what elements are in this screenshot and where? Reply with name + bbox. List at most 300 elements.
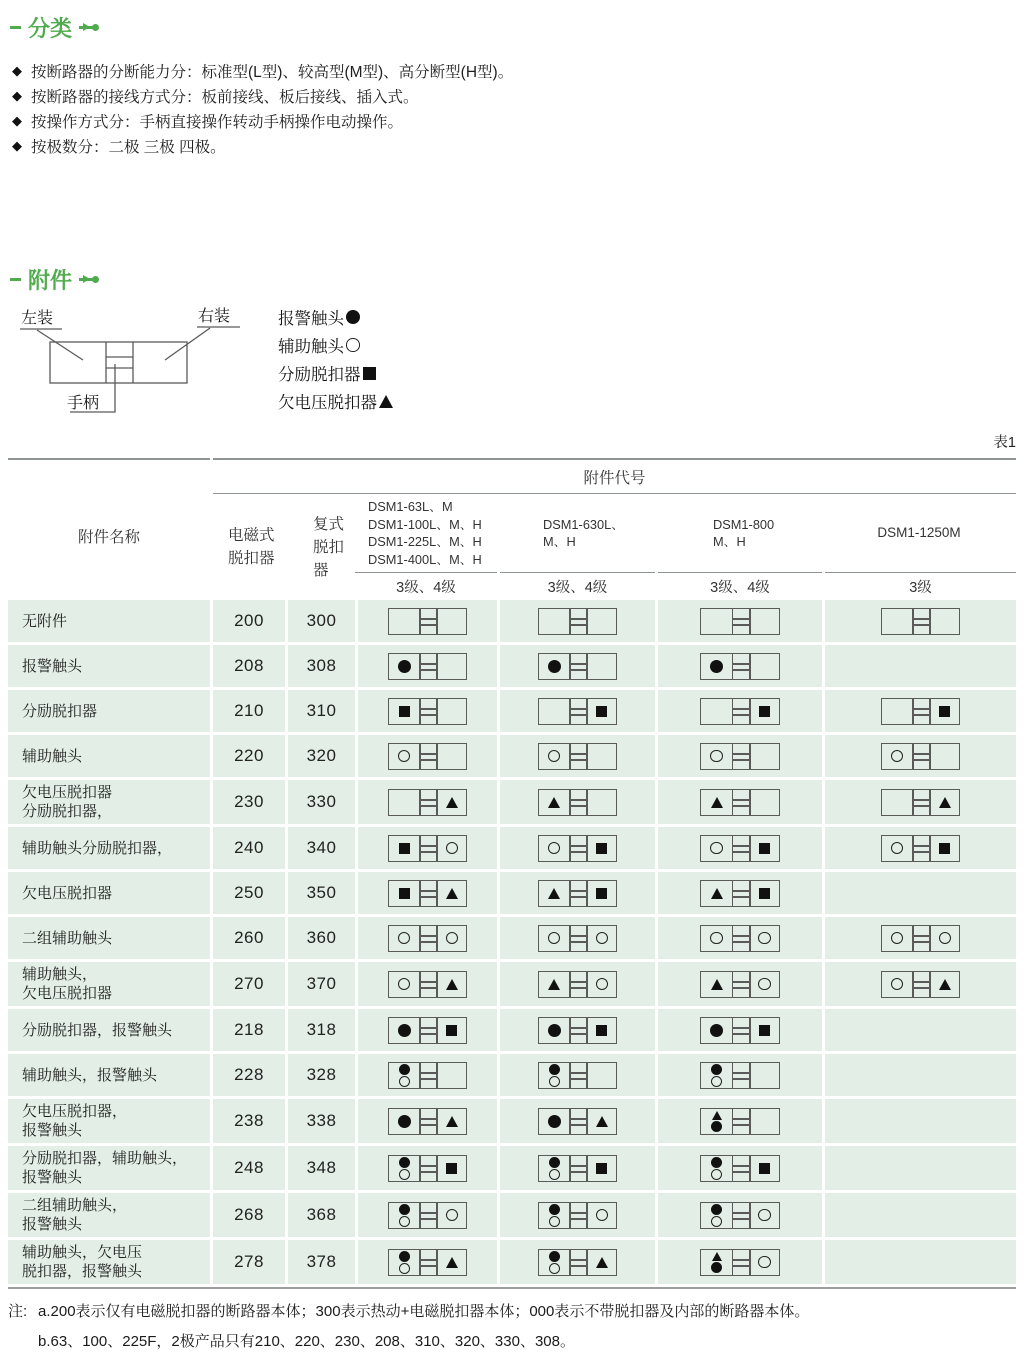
diagram-cell xyxy=(355,600,497,642)
label-handle: 手柄 xyxy=(67,395,100,412)
diagram-cell xyxy=(355,1009,497,1051)
magnetic-code-cell: 240 xyxy=(210,827,285,869)
magnetic-code-cell: 208 xyxy=(210,645,285,687)
aux-contact-icon xyxy=(596,978,609,991)
diagram-cell xyxy=(655,645,822,687)
undervoltage-release-icon xyxy=(446,888,458,899)
aux-contact-icon xyxy=(398,750,411,763)
diagram-cell xyxy=(497,1193,655,1237)
accessory-name-cell: 分励脱扣器，报警触头 xyxy=(8,1009,210,1051)
aux-contact-icon xyxy=(549,1076,560,1087)
aux-contact-icon xyxy=(758,1209,771,1222)
column-subheader-poles: 3级 xyxy=(825,572,1016,600)
table-row xyxy=(8,1054,1016,1096)
diagram-cell xyxy=(355,962,497,1006)
table-row xyxy=(8,1009,1016,1051)
legend-item xyxy=(278,331,393,359)
diagram-cell xyxy=(497,1054,655,1096)
footnotes xyxy=(8,1297,1013,1357)
classification-text: 按断路器的分断能力分：标准型(L型)、较高型(M型)、高分断型(H型)。 xyxy=(31,63,514,81)
diagram-cell xyxy=(655,780,822,824)
accessory-name-cell: 辅助触头， 欠电压脱扣器 xyxy=(8,962,210,1006)
alarm-contact-icon xyxy=(399,1204,410,1215)
undervoltage-release-icon xyxy=(446,979,458,990)
undervoltage-release-icon xyxy=(446,797,458,808)
diagram-cell xyxy=(497,1240,655,1284)
compound-code-cell: 300 xyxy=(285,600,355,642)
diagram-cell xyxy=(822,1193,1016,1237)
aux-contact-icon xyxy=(596,932,609,945)
accessory-name-cell: 二组辅助触头， 报警触头 xyxy=(8,1193,210,1237)
breaker-diagram xyxy=(388,1155,468,1182)
table-row xyxy=(8,962,1016,1006)
undervoltage-release-icon xyxy=(712,1111,722,1120)
compound-code-cell: 348 xyxy=(285,1146,355,1190)
alarm-contact-icon xyxy=(399,1064,410,1075)
diagram-cell xyxy=(822,917,1016,959)
column-subheader-poles: 3级、4级 xyxy=(658,572,822,600)
undervoltage-release-icon xyxy=(379,395,393,408)
magnetic-code-cell: 268 xyxy=(210,1193,285,1237)
compound-code-cell: 360 xyxy=(285,917,355,959)
shunt-release-icon xyxy=(939,706,950,717)
breaker-diagram xyxy=(700,653,780,680)
accessory-name-cell: 欠电压脱扣器， 报警触头 xyxy=(8,1099,210,1143)
aux-contact-icon xyxy=(399,1076,410,1087)
aux-contact-icon xyxy=(398,978,411,991)
table-row xyxy=(8,827,1016,869)
alarm-contact-icon xyxy=(346,310,360,324)
table-row xyxy=(8,872,1016,914)
aux-contact-icon xyxy=(549,1169,560,1180)
diagram-cell xyxy=(822,1054,1016,1096)
aux-contact-icon xyxy=(711,1076,722,1087)
diagram-cell xyxy=(355,780,497,824)
accessory-name-cell: 欠电压脱扣器 xyxy=(8,872,210,914)
aux-contact-icon xyxy=(758,1256,771,1269)
diagram-cell xyxy=(822,690,1016,732)
magnetic-code-cell: 250 xyxy=(210,872,285,914)
alarm-contact-icon xyxy=(398,1024,411,1037)
aux-contact-icon xyxy=(346,338,360,352)
alarm-contact-icon xyxy=(399,1157,410,1168)
diagram-cell xyxy=(822,600,1016,642)
diamond-bullet-icon: ◆ xyxy=(12,137,22,153)
diagram-cell xyxy=(355,1193,497,1237)
column-subheader-poles: 3级、4级 xyxy=(355,572,497,600)
breaker-diagram xyxy=(388,925,468,952)
aux-contact-icon xyxy=(446,932,459,945)
breaker-diagram xyxy=(700,743,780,770)
label-left-mount: 左装 xyxy=(21,310,54,327)
accessory-name-cell: 报警触头 xyxy=(8,645,210,687)
breaker-diagram xyxy=(700,698,780,725)
aux-contact-icon xyxy=(710,842,723,855)
breaker-diagram xyxy=(388,1249,468,1276)
magnetic-code-cell: 248 xyxy=(210,1146,285,1190)
diagram-cell xyxy=(822,1009,1016,1051)
column-header-magnetic-release: 电磁式 脱扣器 xyxy=(228,527,275,567)
column-header-compound-release: 复式 脱扣 器 xyxy=(313,515,345,579)
classification-item xyxy=(12,58,513,83)
aux-contact-icon xyxy=(549,1263,560,1274)
breaker-diagram xyxy=(700,1202,780,1229)
diamond-bullet-icon: ◆ xyxy=(12,87,22,103)
classification-item xyxy=(12,133,513,158)
compound-code-cell: 330 xyxy=(285,780,355,824)
table-row xyxy=(8,780,1016,824)
aux-contact-icon xyxy=(399,1169,410,1180)
shunt-release-icon xyxy=(759,843,770,854)
aux-contact-icon xyxy=(891,978,904,991)
aux-contact-icon xyxy=(939,932,952,945)
diagram-cell xyxy=(355,1240,497,1284)
shunt-release-icon xyxy=(399,888,410,899)
alarm-contact-icon xyxy=(548,660,561,673)
breaker-diagram xyxy=(538,1155,618,1182)
alarm-contact-icon xyxy=(548,1024,561,1037)
section-title-text: 分类 xyxy=(28,16,73,41)
legend-label: 报警触头 xyxy=(278,310,344,328)
diagram-cell xyxy=(497,780,655,824)
breaker-diagram xyxy=(538,789,618,816)
breaker-diagram xyxy=(538,925,618,952)
footnote-line: 注: a.200表示仅有电磁脱扣器的断路器本体；300表示热动+电磁脱扣器本体；000表示不带脱扣器及内部的断路器本体。 xyxy=(8,1297,1013,1327)
breaker-diagram xyxy=(538,880,618,907)
classification-text: 按断路器的接线方式分：板前接线、板后接线、插入式。 xyxy=(31,88,419,106)
accessory-name-cell: 辅助触头 xyxy=(8,735,210,777)
aux-contact-icon xyxy=(710,932,723,945)
undervoltage-release-icon xyxy=(711,979,723,990)
shunt-release-icon xyxy=(759,706,770,717)
breaker-diagram xyxy=(538,653,618,680)
column-header-models-630: DSM1-630L、 M、H xyxy=(543,516,625,549)
breaker-diagram xyxy=(700,1155,780,1182)
aux-contact-icon xyxy=(891,842,904,855)
diagram-cell xyxy=(655,735,822,777)
alarm-contact-icon xyxy=(549,1157,560,1168)
diagram-cell xyxy=(497,600,655,642)
diagram-cell xyxy=(822,780,1016,824)
diagram-cell xyxy=(655,690,822,732)
aux-contact-icon xyxy=(398,932,411,945)
table-row xyxy=(8,1099,1016,1143)
table-row xyxy=(8,600,1016,642)
aux-contact-icon xyxy=(891,750,904,763)
breaker-diagram xyxy=(388,1202,468,1229)
column-header-accessory-code: 附件代号 xyxy=(213,460,1016,494)
diagram-cell xyxy=(355,690,497,732)
alarm-contact-icon xyxy=(711,1064,722,1075)
alarm-contact-icon xyxy=(399,1251,410,1262)
breaker-diagram xyxy=(881,608,961,635)
alarm-contact-icon xyxy=(711,1121,722,1132)
legend-item xyxy=(278,359,393,387)
diagram-cell xyxy=(497,645,655,687)
compound-code-cell: 310 xyxy=(285,690,355,732)
accessory-name-cell: 分励脱扣器 xyxy=(8,690,210,732)
undervoltage-release-icon xyxy=(711,888,723,899)
diagram-cell xyxy=(655,962,822,1006)
accessory-name-cell: 辅助触头，欠电压 脱扣器，报警触头 xyxy=(8,1240,210,1284)
accessory-name-cell: 欠电压脱扣器 分励脱扣器， xyxy=(8,780,210,824)
column-header-models-1250: DSM1-1250M xyxy=(877,525,961,541)
alarm-contact-icon xyxy=(548,1115,561,1128)
breaker-diagram xyxy=(700,971,780,998)
footnote-prefix: 注: xyxy=(8,1303,28,1320)
alarm-contact-icon xyxy=(711,1204,722,1215)
diagram-cell xyxy=(655,917,822,959)
diagram-cell xyxy=(822,1146,1016,1190)
diagram-cell xyxy=(655,827,822,869)
undervoltage-release-icon xyxy=(712,1252,722,1261)
breaker-diagram xyxy=(538,1202,618,1229)
classification-list xyxy=(12,58,513,158)
undervoltage-release-icon xyxy=(596,1257,608,1268)
breaker-diagram xyxy=(388,1062,468,1089)
shunt-release-icon xyxy=(596,888,607,899)
diagram-cell xyxy=(822,827,1016,869)
column-header-models-63-400: DSM1-63L、M DSM1-100L、M、H DSM1-225L、M、H DSM1-400L、M、H xyxy=(368,499,482,567)
aux-contact-icon xyxy=(758,978,771,991)
diagram-cell xyxy=(822,735,1016,777)
breaker-diagram xyxy=(700,1017,780,1044)
breaker-diagram xyxy=(700,1108,780,1135)
diagram-cell xyxy=(655,1193,822,1237)
table-number-tag: 表1 xyxy=(993,435,1016,451)
diagram-cell xyxy=(355,872,497,914)
diagram-cell xyxy=(355,1054,497,1096)
diagram-cell xyxy=(655,1009,822,1051)
alarm-contact-icon xyxy=(398,1115,411,1128)
accessory-name-cell: 二组辅助触头 xyxy=(8,917,210,959)
breaker-diagram xyxy=(388,1108,468,1135)
magnetic-code-cell: 220 xyxy=(210,735,285,777)
breaker-diagram xyxy=(388,743,468,770)
aux-contact-icon xyxy=(548,842,561,855)
aux-contact-icon xyxy=(596,1209,609,1222)
column-header-accessory-name: 附件名称 xyxy=(77,529,140,546)
diamond-bullet-icon: ◆ xyxy=(12,62,22,78)
table-row xyxy=(8,645,1016,687)
magnetic-code-cell: 210 xyxy=(210,690,285,732)
legend-label: 辅助触头 xyxy=(278,338,344,356)
title-arrow-icon xyxy=(79,24,99,31)
mounting-position-diagram xyxy=(12,298,272,423)
diagram-cell xyxy=(497,872,655,914)
table-row xyxy=(8,917,1016,959)
diagram-cell xyxy=(655,600,822,642)
breaker-diagram xyxy=(700,835,780,862)
shunt-release-icon xyxy=(596,706,607,717)
magnetic-code-cell: 230 xyxy=(210,780,285,824)
classification-text: 按操作方式分：手柄直接操作转动手柄操作电动操作。 xyxy=(31,113,404,131)
shunt-release-icon xyxy=(596,1025,607,1036)
breaker-diagram xyxy=(700,1249,780,1276)
diagram-cell xyxy=(822,1099,1016,1143)
aux-contact-icon xyxy=(549,1216,560,1227)
diagram-cell xyxy=(655,872,822,914)
aux-contact-icon xyxy=(710,750,723,763)
shunt-release-icon xyxy=(596,843,607,854)
table-body xyxy=(8,600,1016,1284)
alarm-contact-icon xyxy=(711,1157,722,1168)
table-row xyxy=(8,1193,1016,1237)
column-subheader-poles: 3级、4级 xyxy=(500,572,655,600)
undervoltage-release-icon xyxy=(446,1116,458,1127)
shunt-release-icon xyxy=(759,888,770,899)
compound-code-cell: 308 xyxy=(285,645,355,687)
diagram-cell xyxy=(497,690,655,732)
breaker-diagram xyxy=(388,789,468,816)
column-header-models-800: DSM1-800 M、H xyxy=(713,516,775,549)
compound-code-cell: 338 xyxy=(285,1099,355,1143)
accessory-code-table xyxy=(8,458,1016,1289)
footnote-line: b.63、100、225F，2极产品只有210、220、230、208、310、320、330、308。 xyxy=(38,1333,575,1350)
shunt-release-icon xyxy=(759,1025,770,1036)
shunt-release-icon xyxy=(399,706,410,717)
diagram-cell xyxy=(497,1146,655,1190)
table-row xyxy=(8,1146,1016,1190)
diagram-cell xyxy=(655,1054,822,1096)
section-title-text: 附件 xyxy=(28,268,73,293)
breaker-diagram xyxy=(538,698,618,725)
compound-code-cell: 340 xyxy=(285,827,355,869)
table-bottom-border xyxy=(8,1287,1016,1289)
alarm-contact-icon xyxy=(710,1024,723,1037)
breaker-diagram xyxy=(881,971,961,998)
aux-contact-icon xyxy=(548,750,561,763)
breaker-diagram xyxy=(388,880,468,907)
table-row xyxy=(8,690,1016,732)
diagram-cell xyxy=(822,962,1016,1006)
shunt-release-icon xyxy=(759,1163,770,1174)
diagram-cell xyxy=(655,1240,822,1284)
diagram-cell xyxy=(822,1240,1016,1284)
alarm-contact-icon xyxy=(711,1262,722,1273)
magnetic-code-cell: 270 xyxy=(210,962,285,1006)
table-header xyxy=(8,458,1016,600)
undervoltage-release-icon xyxy=(446,1257,458,1268)
diagram-cell xyxy=(355,1146,497,1190)
magnetic-code-cell: 200 xyxy=(210,600,285,642)
diagram-cell xyxy=(355,645,497,687)
aux-contact-icon xyxy=(399,1263,410,1274)
legend-item xyxy=(278,303,393,331)
shunt-release-icon xyxy=(596,1163,607,1174)
aux-contact-icon xyxy=(711,1169,722,1180)
aux-contact-icon xyxy=(711,1216,722,1227)
accessory-name-cell: 分励脱扣器，辅助触头， 报警触头 xyxy=(8,1146,210,1190)
legend-label: 欠电压脱扣器 xyxy=(278,394,377,412)
shunt-release-icon xyxy=(939,843,950,854)
label-right-mount: 右装 xyxy=(198,308,231,325)
breaker-diagram xyxy=(700,925,780,952)
diagram-cell xyxy=(822,872,1016,914)
alarm-contact-icon xyxy=(549,1064,560,1075)
accessory-name-cell: 无附件 xyxy=(8,600,210,642)
breaker-diagram xyxy=(388,698,468,725)
alarm-contact-icon xyxy=(710,660,723,673)
undervoltage-release-icon xyxy=(939,797,951,808)
diagram-cell xyxy=(355,735,497,777)
compound-code-cell: 328 xyxy=(285,1054,355,1096)
title-dash-icon xyxy=(10,26,21,29)
diagram-cell xyxy=(355,917,497,959)
symbol-legend xyxy=(278,303,393,415)
magnetic-code-cell: 278 xyxy=(210,1240,285,1284)
breaker-diagram xyxy=(881,743,961,770)
classification-text: 按极数分：二极 三极 四极。 xyxy=(31,138,226,156)
accessory-name-cell: 辅助触头，报警触头 xyxy=(8,1054,210,1096)
title-dash-icon xyxy=(10,278,21,281)
diamond-bullet-icon: ◆ xyxy=(12,112,22,128)
table-row xyxy=(8,1240,1016,1284)
undervoltage-release-icon xyxy=(711,797,723,808)
diagram-cell xyxy=(497,1099,655,1143)
breaker-diagram xyxy=(538,743,618,770)
breaker-diagram xyxy=(538,835,618,862)
breaker-diagram xyxy=(538,1249,618,1276)
breaker-diagram xyxy=(388,1017,468,1044)
breaker-diagram xyxy=(388,608,468,635)
breaker-diagram xyxy=(700,789,780,816)
breaker-diagram xyxy=(538,971,618,998)
diagram-cell xyxy=(497,735,655,777)
compound-code-cell: 350 xyxy=(285,872,355,914)
section-title-classification xyxy=(10,12,99,43)
compound-code-cell: 378 xyxy=(285,1240,355,1284)
alarm-contact-icon xyxy=(398,660,411,673)
shunt-release-icon xyxy=(363,367,376,380)
diagram-cell xyxy=(497,1009,655,1051)
shunt-release-icon xyxy=(399,843,410,854)
breaker-diagram xyxy=(538,1062,618,1089)
compound-code-cell: 370 xyxy=(285,962,355,1006)
legend-label: 分励脱扣器 xyxy=(278,366,361,384)
classification-item xyxy=(12,108,513,133)
breaker-diagram xyxy=(388,835,468,862)
breaker-diagram xyxy=(538,1017,618,1044)
undervoltage-release-icon xyxy=(939,979,951,990)
undervoltage-release-icon xyxy=(548,797,560,808)
breaker-diagram xyxy=(700,1062,780,1089)
undervoltage-release-icon xyxy=(548,979,560,990)
breaker-diagram xyxy=(700,608,780,635)
diagram-cell xyxy=(655,1099,822,1143)
aux-contact-icon xyxy=(548,932,561,945)
undervoltage-release-icon xyxy=(596,1116,608,1127)
aux-contact-icon xyxy=(446,842,459,855)
breaker-diagram xyxy=(538,608,618,635)
diagram-cell xyxy=(497,917,655,959)
shunt-release-icon xyxy=(446,1025,457,1036)
breaker-diagram xyxy=(881,925,961,952)
classification-item xyxy=(12,83,513,108)
undervoltage-release-icon xyxy=(548,888,560,899)
section-title-accessory xyxy=(10,264,99,295)
diagram-cell xyxy=(497,827,655,869)
breaker-diagram xyxy=(700,880,780,907)
breaker-diagram xyxy=(388,653,468,680)
diagram-cell xyxy=(355,827,497,869)
breaker-diagram xyxy=(881,698,961,725)
title-arrow-icon xyxy=(79,276,99,283)
breaker-diagram xyxy=(881,835,961,862)
compound-code-cell: 368 xyxy=(285,1193,355,1237)
compound-code-cell: 318 xyxy=(285,1009,355,1051)
diagram-cell xyxy=(655,1146,822,1190)
